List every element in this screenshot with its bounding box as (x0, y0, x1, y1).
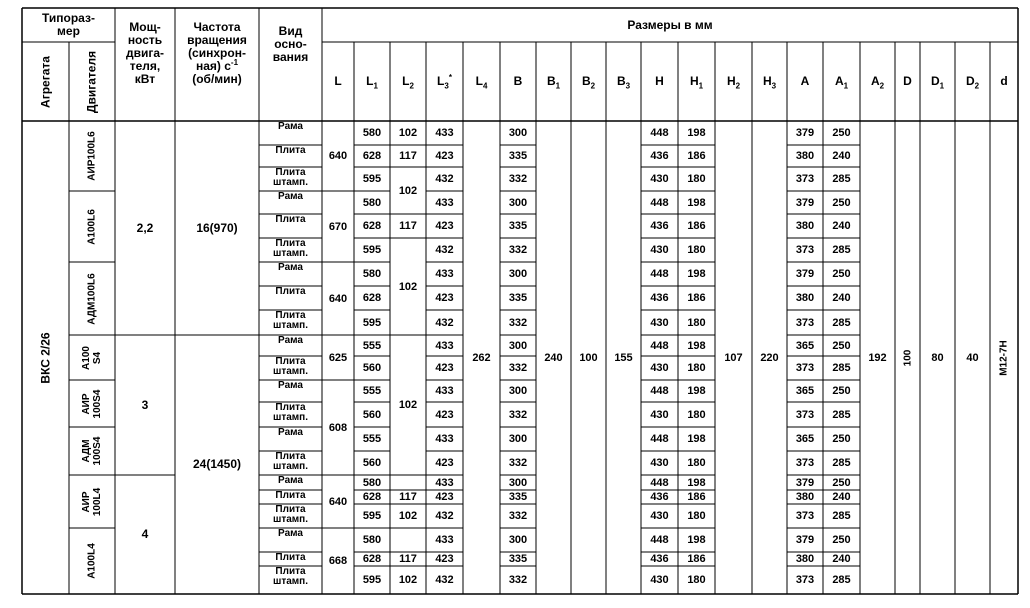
H1-value: 180 (687, 316, 706, 329)
L-value: 668 (328, 555, 348, 567)
base-type: Рама (278, 380, 303, 391)
header-speed-unit: (об/мин) (192, 72, 242, 86)
A1-value: 240 (832, 491, 851, 503)
H1-value: 198 (687, 433, 706, 445)
L1-value: 580 (362, 476, 382, 489)
A2-value: 192 (868, 351, 887, 364)
H1-value: 180 (687, 362, 706, 374)
A-value: 379 (795, 476, 815, 489)
header-col-h1: $H_1$ (689, 74, 704, 91)
H-value: 448 (650, 433, 669, 445)
L1-value: 595 (362, 173, 382, 185)
H2-value: 107 (724, 351, 743, 364)
A-value: 373 (795, 457, 815, 469)
header-col-l1: $L_1$ (366, 74, 378, 91)
H-value: 436 (650, 491, 669, 503)
B-value: 332 (508, 362, 528, 374)
base-type: Плита (275, 214, 306, 225)
L-value: 640 (328, 495, 348, 508)
H-value: 436 (650, 220, 669, 232)
base-type: Плита штамп. (272, 238, 308, 259)
motor-3: АДМ100L6 (86, 272, 98, 325)
B-value: 300 (508, 476, 528, 489)
L-value: 608 (328, 421, 348, 434)
B-value: 335 (508, 220, 528, 232)
A1-value: 285 (832, 316, 851, 329)
power-value: 3 (141, 397, 149, 412)
header-speed-label: Частота вращения (синхрон- ная) с (187, 20, 247, 73)
header-col-h3: $H_3$ (762, 74, 777, 91)
A1-value: 250 (832, 196, 851, 209)
L3-value: 423 (435, 292, 454, 304)
L2-value: 117 (399, 491, 417, 503)
L2-value: 102 (398, 184, 418, 197)
base-type: Плита (275, 145, 306, 156)
B-value: 332 (508, 510, 528, 522)
L3-value: 433 (435, 385, 454, 397)
A-value: 373 (795, 316, 815, 329)
L3-value: 432 (435, 244, 454, 256)
A1-value: 250 (832, 339, 851, 352)
H1-value: 198 (687, 534, 706, 546)
B-value: 300 (508, 339, 528, 352)
header-col-d: D (903, 74, 912, 88)
header-speed (175, 8, 259, 99)
header-col-b1: $B_1$ (546, 74, 561, 91)
header-col-d: d (1000, 74, 1008, 88)
B-value: 332 (508, 316, 528, 329)
L1-value: 580 (362, 534, 382, 546)
H-value: 430 (650, 457, 669, 469)
header-col-b3: $B_3$ (616, 74, 631, 91)
header-col-l3star: $L_3^*$ (437, 73, 452, 91)
H-value: 448 (650, 476, 669, 489)
motor-8: А100L4 (86, 543, 98, 579)
H1-value: 198 (687, 476, 706, 489)
L3-value: 423 (435, 553, 454, 565)
header-col-a2: $A_2$ (870, 74, 885, 91)
header-dimensions: Размеры в мм (627, 17, 713, 32)
A-value: 380 (795, 150, 815, 162)
H1-value: 198 (687, 268, 706, 280)
base-type: Плита штамп. (272, 310, 308, 331)
L3-value: 432 (435, 510, 454, 522)
d-value: М12-7Н (998, 339, 1010, 376)
H-value: 430 (650, 510, 669, 522)
L1-value: 628 (362, 150, 382, 162)
L3-value: 433 (435, 268, 454, 280)
L3-value: 432 (435, 574, 454, 586)
A-value: 373 (795, 510, 815, 522)
base-type: Плита штамп. (272, 451, 308, 472)
A-value: 380 (795, 491, 815, 503)
header-col-a1: $A_1$ (834, 74, 849, 91)
H1-value: 186 (687, 220, 706, 232)
H1-value: 198 (687, 196, 706, 209)
header-col-h2: $H_2$ (726, 74, 741, 91)
L2-value: 102 (398, 280, 418, 293)
header-speed-sup: -1 (230, 58, 239, 67)
B3-value: 155 (614, 351, 633, 364)
base-type: Рама (278, 262, 303, 273)
header-power: Мощ- ность двига- теля, кВт (125, 20, 165, 86)
L3-value: 423 (435, 362, 454, 374)
L1-value: 595 (362, 574, 382, 586)
H-value: 448 (650, 385, 669, 397)
L3-value: 423 (435, 408, 454, 421)
A-value: 379 (795, 268, 815, 280)
A1-value: 240 (832, 220, 851, 232)
L1-value: 580 (362, 127, 382, 139)
B-value: 300 (508, 127, 528, 139)
H-value: 448 (650, 534, 669, 546)
motor-4: А100 S4 (81, 345, 103, 370)
A-value: 380 (795, 220, 815, 232)
B-value: 335 (508, 553, 528, 565)
B-value: 332 (508, 457, 528, 469)
A-value: 379 (795, 534, 815, 546)
header-col-l4: $L_4$ (475, 74, 488, 91)
base-type: Плита штамп. (272, 167, 308, 188)
aggregate-name: ВКС 2/26 (38, 331, 52, 384)
H1-value: 198 (687, 127, 706, 139)
L1-value: 595 (362, 316, 382, 329)
L-value: 640 (328, 150, 348, 162)
base-type: Плита штамп. (272, 356, 308, 377)
L-value: 625 (328, 351, 348, 364)
A-value: 379 (795, 127, 815, 139)
base-type: Рама (278, 121, 303, 132)
H1-value: 198 (687, 339, 706, 352)
B-value: 335 (508, 150, 528, 162)
L3-value: 433 (435, 196, 454, 209)
L2-value: 102 (398, 399, 418, 411)
base-type: Плита штамп. (272, 566, 308, 587)
header-col-b: B (513, 74, 523, 88)
A1-value: 240 (832, 553, 851, 565)
motor-2: А100L6 (86, 208, 98, 245)
A1-value: 250 (832, 433, 851, 445)
L-value: 670 (328, 220, 348, 233)
A1-value: 240 (832, 292, 851, 304)
L1-value: 595 (362, 510, 382, 522)
L1-value: 560 (362, 408, 382, 421)
A1-value: 285 (832, 362, 851, 374)
B-value: 335 (508, 491, 528, 503)
speed-value: 24(1450) (192, 457, 242, 471)
base-type: Плита штамп. (272, 504, 308, 525)
H1-value: 180 (687, 408, 706, 421)
L3-value: 423 (435, 220, 454, 232)
B-value: 332 (508, 574, 528, 586)
A-value: 373 (795, 408, 815, 421)
L2-value: 117 (399, 150, 417, 162)
power-value: 2,2 (136, 220, 154, 235)
motor-1: АИР100L6 (86, 131, 98, 181)
H-value: 436 (650, 553, 669, 565)
power-value: 4 (141, 527, 149, 541)
B2-value: 100 (579, 351, 598, 364)
header-type-size: Типораз- мер (42, 11, 95, 38)
B-value: 300 (508, 433, 528, 445)
L2-value: 117 (399, 553, 417, 565)
A1-value: 250 (832, 476, 851, 489)
B-value: 332 (508, 173, 528, 185)
A1-value: 285 (832, 408, 851, 421)
base-type: Плита (275, 286, 306, 297)
speed-value: 16(970) (196, 220, 238, 235)
H1-value: 186 (687, 150, 706, 162)
header-aggregate: Агрегата (38, 55, 52, 108)
A1-value: 285 (832, 574, 851, 586)
L3-value: 433 (435, 433, 454, 445)
H1-value: 186 (687, 553, 706, 565)
A-value: 380 (795, 292, 815, 304)
motor-6: АДМ 100S4 (81, 436, 103, 466)
motor-5: АИР 100S4 (81, 389, 103, 418)
base-type: Плита (275, 552, 306, 563)
H-value: 448 (650, 196, 669, 209)
A-value: 365 (795, 433, 815, 445)
H1-value: 198 (687, 385, 706, 397)
H1-value: 180 (687, 457, 706, 469)
D1-value: 80 (931, 351, 944, 364)
A1-value: 285 (832, 244, 851, 256)
L1-value: 580 (362, 268, 382, 280)
A1-value: 285 (832, 173, 851, 185)
L1-value: 555 (362, 339, 382, 352)
L3-value: 423 (435, 457, 454, 469)
H-value: 430 (650, 574, 669, 586)
H3-value: 220 (760, 351, 779, 364)
L2-value: 102 (398, 574, 418, 586)
L3-value: 423 (435, 150, 454, 162)
A-value: 373 (795, 362, 815, 374)
A-value: 380 (795, 553, 815, 565)
L3-value: 433 (435, 534, 454, 546)
L1-value: 560 (362, 362, 382, 374)
B-value: 300 (508, 534, 528, 546)
D2-value: 40 (966, 351, 979, 364)
A1-value: 285 (832, 510, 851, 522)
B-value: 332 (508, 244, 528, 256)
L-value: 640 (328, 292, 348, 305)
base-type: Рама (278, 191, 303, 202)
L3-value: 433 (435, 339, 454, 352)
A-value: 365 (795, 339, 815, 352)
H1-value: 180 (687, 510, 706, 522)
A-value: 379 (795, 196, 815, 209)
H-value: 430 (650, 362, 669, 374)
H1-value: 186 (687, 292, 706, 304)
A-value: 373 (795, 574, 815, 586)
A-value: 373 (795, 173, 815, 185)
B1-value: 240 (544, 351, 563, 364)
L1-value: 595 (362, 244, 382, 256)
A-value: 373 (795, 244, 815, 256)
L1-value: 628 (362, 553, 382, 565)
L3-value: 432 (435, 316, 454, 329)
A1-value: 250 (832, 127, 851, 139)
H-value: 430 (650, 316, 669, 329)
L3-value: 433 (435, 127, 454, 139)
L1-value: 555 (362, 433, 382, 445)
A-value: 365 (795, 385, 815, 397)
H1-value: 180 (687, 244, 706, 256)
B-value: 332 (508, 408, 528, 421)
A1-value: 250 (832, 534, 851, 546)
B-value: 300 (508, 196, 528, 209)
header-col-a: A (800, 74, 810, 88)
L1-value: 560 (362, 457, 382, 469)
header-col-l: L (334, 74, 342, 88)
base-type: Плита штамп. (272, 402, 308, 423)
B-value: 300 (508, 385, 528, 397)
H-value: 436 (650, 292, 669, 304)
L1-value: 628 (362, 220, 382, 232)
A1-value: 240 (832, 150, 851, 162)
A1-value: 250 (832, 385, 851, 397)
H-value: 448 (650, 339, 669, 352)
L1-value: 580 (362, 196, 382, 209)
header-col-h: H (655, 74, 664, 88)
H1-value: 180 (687, 173, 706, 185)
L1-value: 628 (362, 491, 382, 503)
B-value: 300 (508, 268, 528, 280)
base-type: Плита (275, 490, 306, 501)
header-col-d2: $D_2$ (965, 74, 980, 91)
H-value: 430 (650, 173, 669, 185)
base-type: Рама (278, 475, 303, 486)
L2-value: 102 (398, 510, 418, 522)
header-col-b2: $B_2$ (581, 74, 596, 91)
H-value: 448 (650, 268, 669, 280)
B-value: 335 (508, 292, 528, 304)
L3-value: 423 (435, 491, 454, 503)
D-value: 100 (902, 349, 913, 366)
A1-value: 250 (832, 268, 851, 280)
header-base: Вид осно- вания (272, 24, 309, 64)
L1-value: 555 (362, 385, 382, 397)
H1-value: 186 (687, 491, 706, 503)
H-value: 436 (650, 150, 669, 162)
header-motor: Двигателя (84, 50, 99, 113)
header-col-l2: $L_2$ (402, 74, 414, 91)
base-type: Рама (278, 335, 303, 346)
H-value: 430 (650, 244, 669, 256)
H-value: 430 (650, 408, 669, 421)
base-type: Рама (278, 528, 303, 539)
L2-value: 117 (399, 220, 417, 232)
L4-value: 262 (472, 351, 491, 364)
L3-value: 432 (435, 173, 454, 185)
motor-7: АИР 100L4 (81, 487, 103, 516)
L2-value: 102 (398, 127, 418, 139)
header-col-d1: $D_1$ (930, 74, 945, 91)
H-value: 448 (650, 127, 669, 139)
L3-value: 433 (435, 476, 454, 489)
A1-value: 285 (832, 457, 851, 469)
L1-value: 628 (362, 292, 382, 304)
H1-value: 180 (687, 574, 706, 586)
base-type: Рама (278, 427, 303, 438)
